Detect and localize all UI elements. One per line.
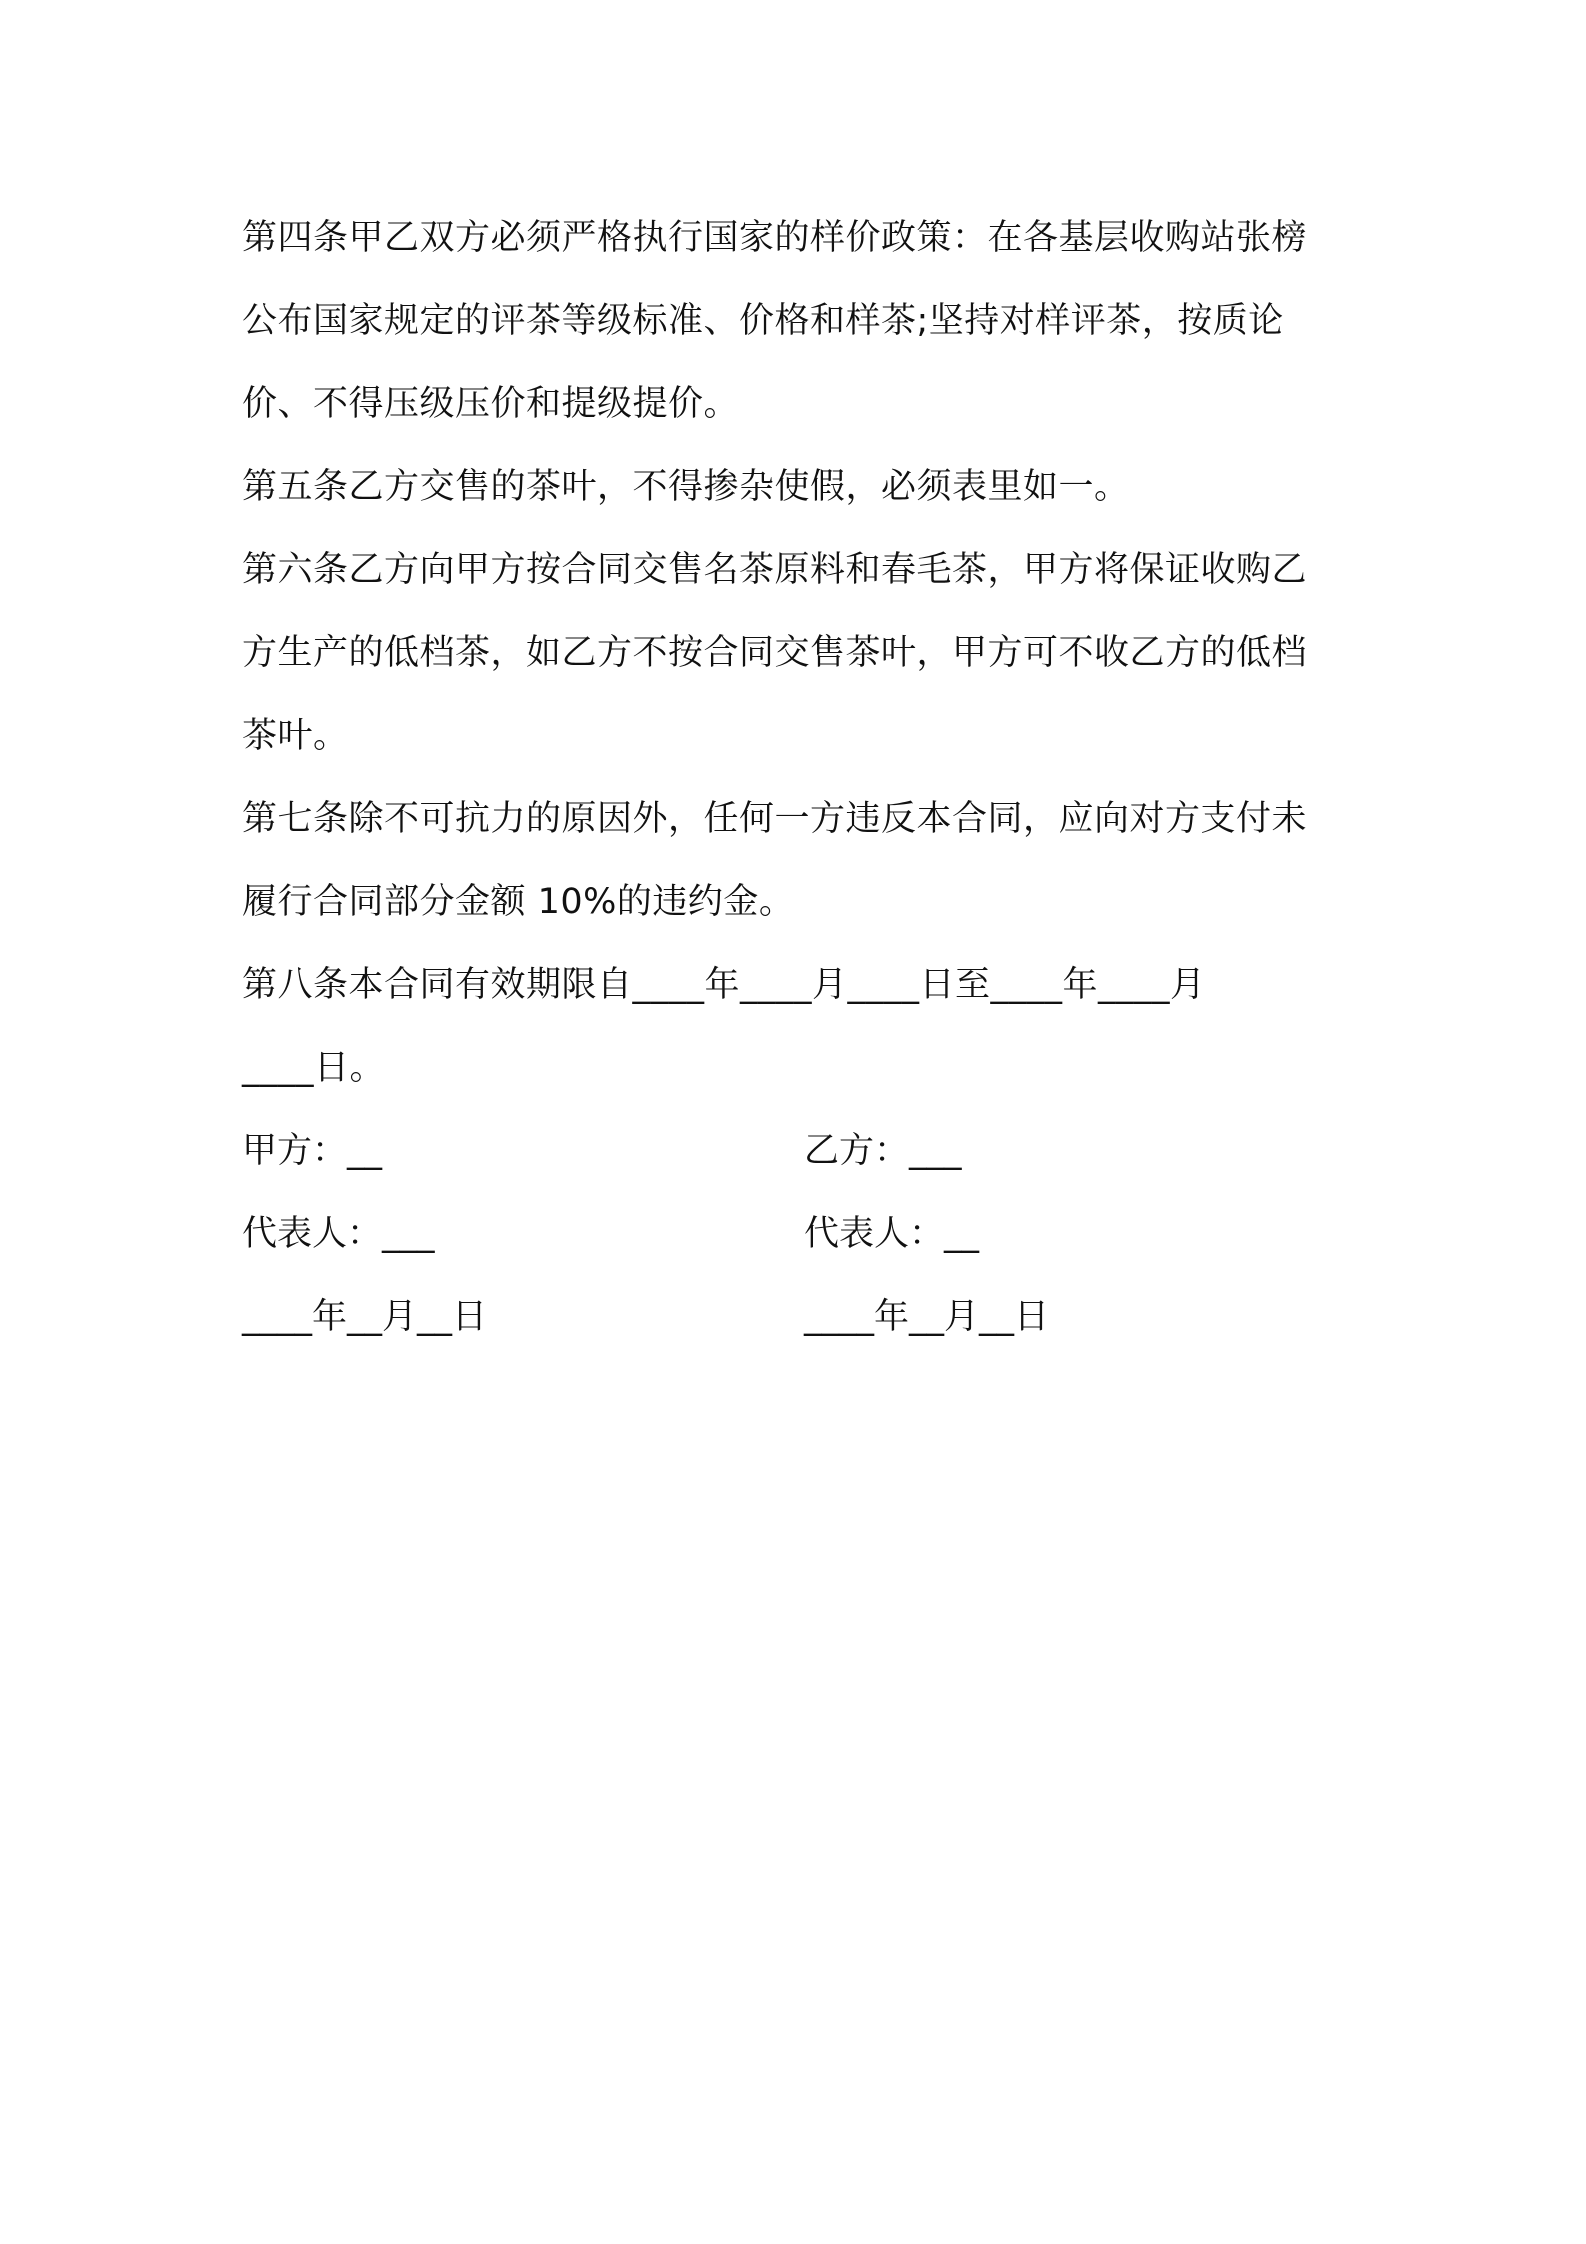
clause-7 bbox=[242, 778, 1362, 944]
clause-4-line-3: 价、不得压级压价和提级提价。 bbox=[242, 384, 740, 424]
signature-block bbox=[242, 1110, 1362, 1359]
clause-6 bbox=[242, 529, 1362, 778]
clause-5 bbox=[242, 446, 1362, 529]
clause-8-line-1: 第八条本合同有效期限自____年____月____日至____年____月 bbox=[242, 965, 1206, 1005]
document-body bbox=[242, 197, 1362, 1359]
party-b-representative: 代表人：__ bbox=[804, 1214, 980, 1254]
clause-4-line-1: 第四条甲乙双方必须严格执行国家的样价政策：在各基层收购站张榜 bbox=[242, 218, 1308, 258]
clause-8 bbox=[242, 944, 1362, 1110]
clause-6-line-1: 第六条乙方向甲方按合同交售名茶原料和春毛茶，甲方将保证收购乙 bbox=[242, 550, 1308, 590]
clause-6-line-2: 方生产的低档茶，如乙方不按合同交售茶叶，甲方可不收乙方的低档 bbox=[242, 633, 1308, 673]
signature-representative-row bbox=[242, 1193, 1362, 1276]
clause-6-line-3: 茶叶。 bbox=[242, 716, 349, 756]
clause-4-line-2: 公布国家规定的评茶等级标准、价格和样茶;坚持对样评茶，按质论 bbox=[242, 301, 1284, 341]
signature-date-row bbox=[242, 1276, 1362, 1359]
clause-7-line-1: 第七条除不可抗力的原因外，任何一方违反本合同，应向对方支付未 bbox=[242, 799, 1308, 839]
party-a-label: 甲方：__ bbox=[242, 1131, 383, 1171]
clause-5-line-1: 第五条乙方交售的茶叶，不得掺杂使假，必须表里如一。 bbox=[242, 467, 1130, 507]
clause-7-line-2: 履行合同部分金额 10%的违约金。 bbox=[242, 882, 795, 922]
signature-party-row bbox=[242, 1110, 1362, 1193]
party-b-label: 乙方：___ bbox=[804, 1131, 962, 1171]
clause-4 bbox=[242, 197, 1362, 446]
party-b-date: ____年__月__日 bbox=[804, 1297, 1050, 1337]
clause-8-line-2: ____日。 bbox=[242, 1048, 386, 1088]
party-a-date: ____年__月__日 bbox=[242, 1297, 488, 1337]
party-a-representative: 代表人：___ bbox=[242, 1214, 435, 1254]
